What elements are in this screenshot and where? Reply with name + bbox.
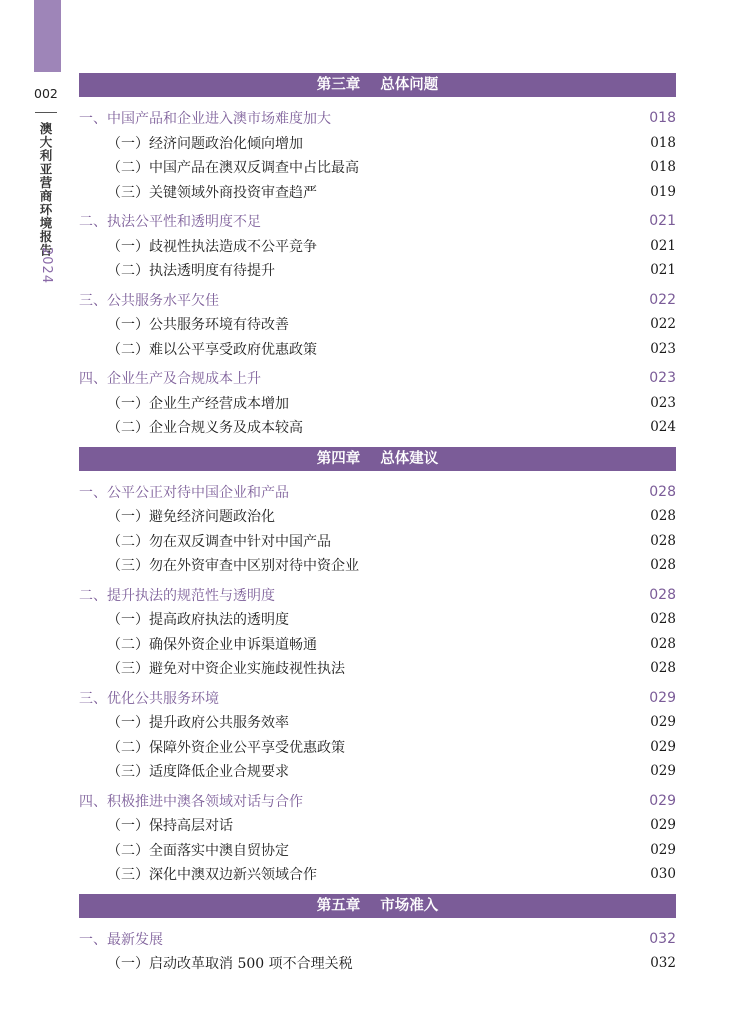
chapter-number: 第五章 [316,897,361,914]
section-page-number: 029 [649,689,676,706]
table-of-contents [79,73,676,976]
subsection-page-number: 029 [650,817,676,834]
section-title: 三、公共服务水平欠佳 [79,292,219,309]
subsection-title: （一）保持高层对话 [107,818,233,835]
toc-subsection-entry[interactable] [79,180,676,205]
subsection-title: （三）勿在外资审查中区别对待中资企业 [107,558,359,575]
toc-subsection-entry[interactable] [79,632,676,657]
toc-subsection-entry[interactable] [79,391,676,416]
toc-subsection-entry[interactable] [79,838,676,863]
toc-subsection-entry[interactable] [79,862,676,887]
subsection-title: （一）企业生产经营成本增加 [107,395,289,412]
toc-subsection-entry[interactable] [79,337,676,362]
subsection-title: （三）深化中澳双边新兴领域合作 [107,867,317,884]
toc-subsection-entry[interactable] [79,735,676,760]
toc-section-entry[interactable] [79,686,676,711]
toc-subsection-entry[interactable] [79,656,676,681]
section-page-number: 029 [649,792,676,809]
subsection-title: （一）避免经济问题政治化 [107,509,275,526]
section-title: 一、中国产品和企业进入澳市场难度加大 [79,111,331,128]
toc-subsection-entry[interactable] [79,951,676,976]
subsection-page-number: 028 [650,611,676,628]
toc-section-entry[interactable] [79,209,676,234]
toc-section-entry[interactable] [79,583,676,608]
subsection-title: （一）提升政府公共服务效率 [107,715,289,732]
subsection-title: （二）保障外资企业公平享受优惠政策 [107,739,345,756]
toc-subsection-entry[interactable] [79,312,676,337]
subsection-title: （一）经济问题政治化倾向增加 [107,135,303,152]
toc-subsection-entry[interactable] [79,155,676,180]
subsection-title: （三）适度降低企业合规要求 [107,764,289,781]
chapter-heading[interactable] [79,447,676,471]
subsection-title: （二）中国产品在澳双反调查中占比最高 [107,160,359,177]
section-title: 一、公平公正对待中国企业和产品 [79,484,289,501]
chapter-title: 总体建议 [380,450,439,467]
subsection-page-number: 021 [650,262,676,279]
subsection-title: （二）勿在双反调查中针对中国产品 [107,533,331,550]
chapter-heading[interactable] [79,894,676,918]
subsection-page-number: 022 [650,316,676,333]
toc-section-entry[interactable] [79,789,676,814]
section-page-number: 022 [649,291,676,308]
toc-subsection-entry[interactable] [79,607,676,632]
subsection-page-number: 029 [650,763,676,780]
section-page-number: 028 [649,586,676,603]
page-number: 002 [34,86,58,101]
toc-section-entry[interactable] [79,480,676,505]
chapter-tab-marker [34,0,61,72]
toc-section-entry[interactable] [79,288,676,313]
chapter-number: 第四章 [316,450,361,467]
section-page-number: 023 [649,370,676,387]
toc-subsection-entry[interactable] [79,710,676,735]
subsection-page-number: 029 [650,714,676,731]
toc-section-entry[interactable] [79,366,676,391]
section-page-number: 021 [649,213,676,230]
subsection-title: （二）企业合规义务及成本较高 [107,420,303,437]
subsection-title: （二）难以公平享受政府优惠政策 [107,341,317,358]
side-divider [35,112,57,113]
chapter-heading[interactable] [79,73,676,97]
chapter-title: 总体问题 [380,77,439,93]
chapter-number: 第三章 [316,77,361,93]
toc-subsection-entry[interactable] [79,813,676,838]
chapter-title: 市场准入 [380,897,439,914]
subsection-page-number: 019 [650,183,676,200]
toc-subsection-entry[interactable] [79,529,676,554]
toc-subsection-entry[interactable] [79,553,676,578]
report-year: 2024 [39,247,54,285]
section-page-number: 032 [649,930,676,947]
subsection-title: （一）歧视性执法造成不公平竞争 [107,238,317,255]
subsection-title: （二）全面落实中澳自贸协定 [107,842,289,859]
subsection-page-number: 018 [650,159,676,176]
section-page-number: 028 [649,483,676,500]
toc-section-entry[interactable] [79,106,676,131]
subsection-page-number: 028 [650,508,676,525]
subsection-page-number: 029 [650,841,676,858]
toc-section-entry[interactable] [79,927,676,952]
section-title: 一、最新发展 [79,931,163,948]
subsection-page-number: 024 [650,419,676,436]
subsection-title: （三）避免对中资企业实施歧视性执法 [107,661,345,678]
subsection-title: （二）确保外资企业申诉渠道畅通 [107,636,317,653]
subsection-page-number: 030 [650,866,676,883]
subsection-page-number: 028 [650,635,676,652]
section-title: 二、提升执法的规范性与透明度 [79,587,275,604]
subsection-title: （一）提高政府执法的透明度 [107,612,289,629]
subsection-page-number: 028 [650,532,676,549]
subsection-page-number: 023 [650,394,676,411]
section-title: 二、执法公平性和透明度不足 [79,214,261,231]
subsection-page-number: 028 [650,660,676,677]
report-title: 澳大利亚营商环境报告 [38,122,53,257]
toc-subsection-entry[interactable] [79,131,676,156]
section-title: 四、企业生产及合规成本上升 [79,371,261,388]
subsection-title: （三）关键领域外商投资审查趋严 [107,184,317,201]
subsection-title: （二）执法透明度有待提升 [107,263,275,280]
toc-subsection-entry[interactable] [79,759,676,784]
toc-subsection-entry[interactable] [79,258,676,283]
toc-subsection-entry[interactable] [79,504,676,529]
toc-subsection-entry[interactable] [79,234,676,259]
section-title: 四、积极推进中澳各领域对话与合作 [79,793,303,810]
subsection-page-number: 021 [650,237,676,254]
subsection-title: （一）启动改革取消 500 项不合理关税 [107,956,353,973]
subsection-title: （一）公共服务环境有待改善 [107,317,289,334]
subsection-page-number: 023 [650,340,676,357]
section-page-number: 018 [649,110,676,127]
subsection-page-number: 018 [650,134,676,151]
subsection-page-number: 032 [650,955,676,972]
toc-subsection-entry[interactable] [79,415,676,440]
subsection-page-number: 029 [650,738,676,755]
subsection-page-number: 028 [650,557,676,574]
section-title: 三、优化公共服务环境 [79,690,219,707]
